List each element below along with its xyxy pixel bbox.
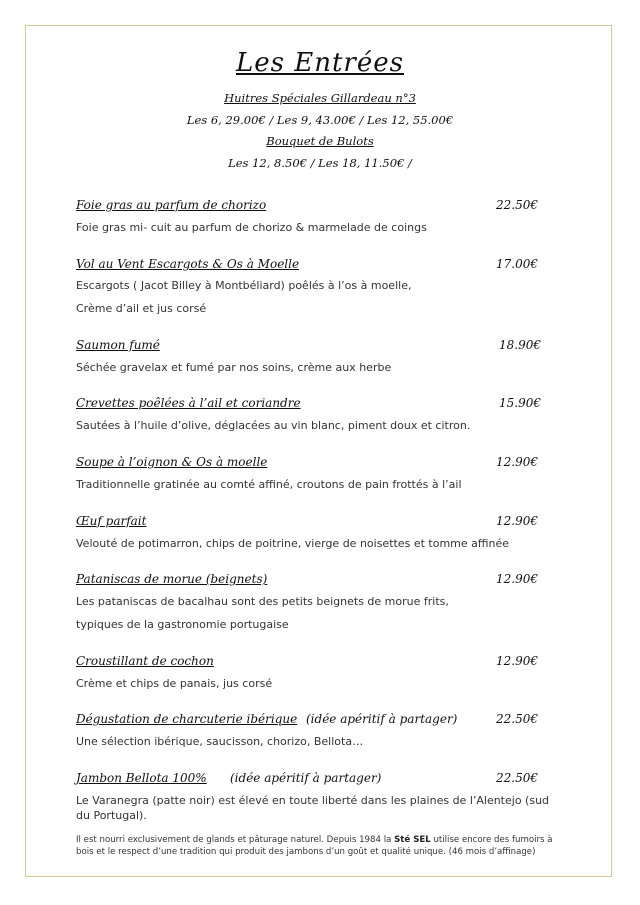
oysters-name: Huitres Spéciales Gillardeau n°3 [224,91,416,105]
item-description: Une sélection ibérique, saucisson, chorizo, Bellota… [76,735,364,748]
item-price: 12.90€ [496,572,538,586]
footnote-brand: Sté SEL [394,835,431,845]
item-name: Pataniscas de morue (beignets) [76,572,268,586]
bulots-name: Bouquet de Bulots [266,134,374,148]
item-price: 17.00€ [496,257,538,271]
oysters-prices: Les 6, 29.00€ / Les 9, 43.00€ / Les 12, 55.00€ [186,113,454,127]
item-name: Foie gras au parfum de chorizo [76,198,267,212]
item-description: typiques de la gastronomie portugaise [76,618,289,631]
item-name: Soupe à l’oignon & Os à moelle [76,455,268,469]
item-description: Escargots ( Jacot Billey à Montbéliard) poêlés à l’os à moelle, [76,279,412,292]
item-price: 22.50€ [496,771,538,785]
item-price: 22.50€ [496,198,538,212]
item-description: Foie gras mi- cuit au parfum de chorizo & marmelade de coings [76,221,427,234]
item-name: Jambon Bellota 100% [76,771,207,785]
item-description: Crème et chips de panais, jus corsé [76,677,273,690]
item-name: Œuf parfait [76,514,147,528]
bulots-prices: Les 12, 8.50€ / Les 18, 11.50€ / [228,156,412,170]
item-name: Dégustation de charcuterie ibérique [76,712,298,726]
item-price: 12.90€ [496,455,538,469]
item-name: Saumon fumé [76,338,160,352]
item-description: Crème d’ail et jus corsé [76,302,207,315]
item-name: Vol au Vent Escargots & Os à Moelle [76,257,300,271]
item-price: 18.90€ [499,338,541,352]
item-note: (idée apéritif à partager) [306,712,458,726]
item-description: Velouté de potimarron, chips de poitrine, vierge de noisettes et tomme affinée [76,537,510,550]
footnote [76,834,566,858]
item-price: 12.90€ [496,514,538,528]
page-title: Les Entrées [236,48,404,78]
item-description: Les pataniscas de bacalhau sont des petits beignets de morue frits, [76,595,449,608]
footnote-text: utilise encore des fumoirs à bois et le respect d’une tradition qui produit des jambons d’un goût et qualité unique. (46 mois d’affinage) [76,835,553,857]
item-note: (idée apéritif à partager) [230,771,382,785]
item-description: Séchée gravelax et fumé par nos soins, crème aux herbe [76,361,392,374]
item-price: 12.90€ [496,654,538,668]
item-price: 22.50€ [496,712,538,726]
item-description: Le Varanegra (patte noir) est élevé en toute liberté dans les plaines de l’Alentejo (sud du Portugal). [76,794,550,822]
page-border [25,25,612,877]
item-description: Sautées à l’huile d’olive, déglacées au vin blanc, piment doux et citron. [76,419,471,432]
item-name: Crevettes poêlées à l’ail et coriandre [76,396,301,410]
item-description: Traditionnelle gratinée au comté affiné, croutons de pain frottés à l’ail [76,478,462,491]
item-name: Croustillant de cochon [76,654,214,668]
footnote-text: Il est nourri exclusivement de glands et pâturage naturel. Depuis 1984 la [76,835,395,845]
item-price: 15.90€ [499,396,541,410]
